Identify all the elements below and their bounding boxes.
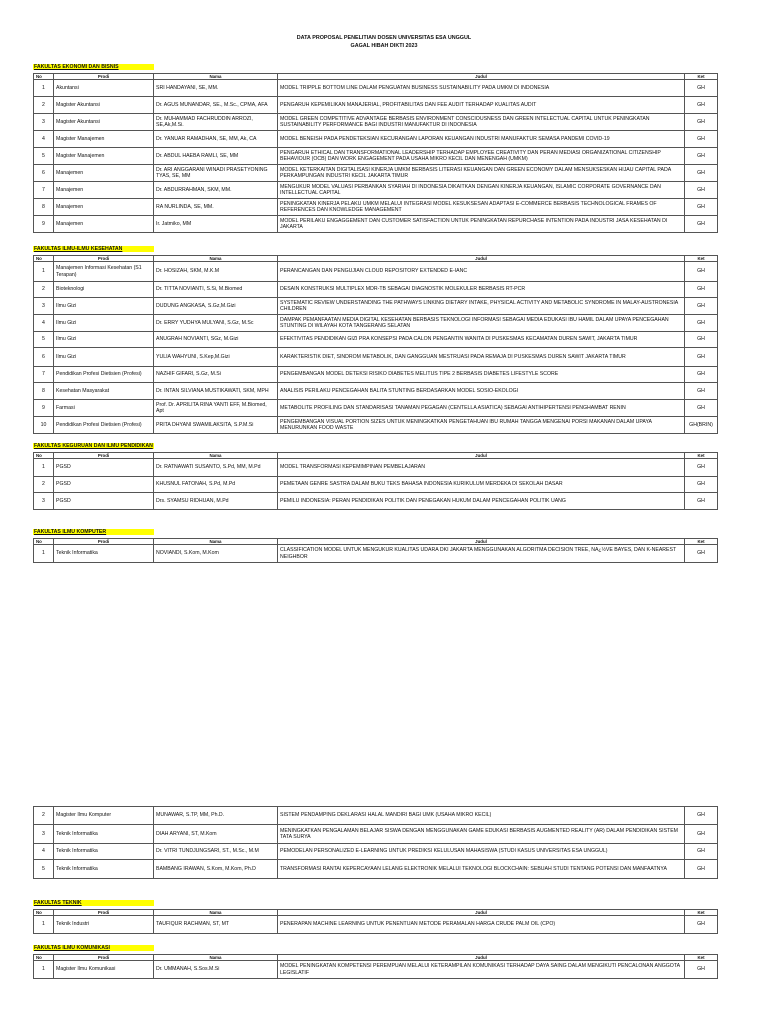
cell-judul: PENGARUH ETHICAL DAN TRANSFORMATIONAL LEADERSHIP TERHADAP EMPLOYEE CREATIVITY DAN PERAN MEDIASI ORGANIZATIONAL CITIZENSHIP BEHAVIOUR (OCB) DAN WORK ENGAGEMENT PADA USAHA MIKRO KECIL DAN MENENGAH (UMKM) xyxy=(278,148,685,165)
faculty-title: FAKULTAS EKONOMI DAN BISNIS xyxy=(33,64,154,70)
proposal-table xyxy=(33,806,718,879)
column-header-prodi: Prodi xyxy=(54,74,154,80)
cell-prodi: Teknik Industri xyxy=(54,916,154,934)
cell-no: 1 xyxy=(34,80,54,97)
column-header-judul: Judul xyxy=(278,74,685,80)
cell-prodi: Ilmu Gizi xyxy=(54,315,154,332)
cell-judul: PENERAPAN MACHINE LEARNING UNTUK PENENTUAN METODE PERAMALAN HARGA CRUDE PALM OIL (CPO) xyxy=(278,916,685,934)
cell-nama: MUNAWAR, S.TP, MM, Ph.D. xyxy=(154,807,278,825)
faculty-title: FAKULTAS KEGURUAN DAN ILMU PENDIDIKAN xyxy=(34,443,153,449)
cell-ket: GH xyxy=(685,97,718,114)
table-row xyxy=(34,459,718,477)
cell-prodi: Magister Manajemen xyxy=(54,148,154,165)
cell-prodi: Farmasi xyxy=(54,400,154,417)
column-header-prodi: Prodi xyxy=(54,256,154,262)
cell-prodi: Magister Ilmu Komputer xyxy=(54,807,154,825)
cell-ket: GH xyxy=(685,860,718,879)
cell-judul: KARAKTERISTIK DIET, SINDROM METABOLIK, DAN GANGGUAN MESTRUASI PADA REMAJA DI PUSKESMAS DUREN SAWIT JAKARTA TIMUR xyxy=(278,348,685,367)
table-row xyxy=(34,282,718,298)
table-row xyxy=(34,298,718,315)
cell-ket: GH xyxy=(685,298,718,315)
cell-prodi: Teknik Informatika xyxy=(54,860,154,879)
table-row xyxy=(34,216,718,233)
cell-judul: PERANCANGAN DAN PENGUJIAN CLOUD REPOSITORY EXTENDED E-IANC xyxy=(278,262,685,282)
column-header-nama: Nama xyxy=(154,910,278,916)
table-row xyxy=(34,545,718,563)
table-row xyxy=(34,97,718,114)
faculty-section xyxy=(33,891,717,934)
cell-prodi: Magister Ilmu Komunikasi xyxy=(54,961,154,979)
cell-nama: Dr. ABDUL HAEBA RAMLI, SE, MM xyxy=(154,148,278,165)
cell-judul: CLASSIFICATION MODEL UNTUK MENGUKUR KUALITAS UDARA DKI JAKARTA MENGGUNAKAN ALGORITMA DECISION TREE, NA¿½VE BAYES, DAN K-NEAREST NEIGHBOR xyxy=(278,545,685,563)
cell-judul: MODEL GREEN COMPETITIVE ADVANTAGE BERBASIS ENVIRONMENT CONSCIOUSNESS DAN GREEN INTELECTUAL CAPITAL UNTUK PENINGKATAN SUSTAINABILITY PERFORMANCE BAGI INDUSTRI MANUFAKTUR DI INDONESIA xyxy=(278,114,685,131)
cell-judul: MODEL TRANSFORMASI KEPEMIMPINAN PEMBELAJARAN xyxy=(278,459,685,477)
column-header-nama: Nama xyxy=(154,539,278,545)
document-title: DATA PROPOSAL PENELITIAN DOSEN UNIVERSITAS ESA UNGGUL xyxy=(296,35,472,41)
column-header-no: No xyxy=(34,539,54,545)
cell-judul: PENGEMBANGAN VISUAL PORTION SIZES UNTUK MENINGKATKAN PENGETAHUAN IBU RUMAH TANGGA MENGENAI PORSI MAKANAN DALAM UPAYA MENURUNKAN FOOD WASTE xyxy=(278,417,685,434)
cell-ket: GH xyxy=(685,80,718,97)
cell-no: 8 xyxy=(34,199,54,216)
column-header-no: No xyxy=(34,453,54,459)
cell-ket: GH xyxy=(685,961,718,979)
cell-judul: DAMPAK PEMANFAATAN MEDIA DIGITAL KESEHATAN BERBASIS TEKNOLOGI INFORMASI SEBAGAI MEDIA EDUKASI IBU HAMIL DALAM UPAYA PENCEGAHAN STUNTING DI WILAYAH KOTA TANGERANG SELATAN xyxy=(278,315,685,332)
table-row xyxy=(34,383,718,400)
cell-nama: Ir. Jatmiko, MM xyxy=(154,216,278,233)
cell-ket: GH xyxy=(685,114,718,131)
cell-ket: GH xyxy=(685,165,718,182)
table-row xyxy=(34,332,718,348)
cell-judul: MODEL PENINGKATAN KOMPETENSI PEREMPUAN MELALUI KETERAMPILAN KOMUNIKASI TERHADAP DAYA SAING DALAM MENGIKUTI PENCALONAN ANGGOTA LEGISLATIF xyxy=(278,961,685,979)
cell-nama: Dr. INTAN SILVIANA MUSTIKAWATI, SKM, MPH xyxy=(154,383,278,400)
cell-no: 5 xyxy=(34,332,54,348)
faculty-title: FAKULTAS ILMU-ILMU KESEHATAN xyxy=(33,246,154,252)
cell-prodi: Manajemen xyxy=(54,182,154,199)
table-row xyxy=(34,417,718,434)
cell-ket: GH xyxy=(685,367,718,383)
cell-prodi: Pendidikan Profesi Dietisien (Profesi) xyxy=(54,417,154,434)
cell-ket: GH xyxy=(685,332,718,348)
cell-prodi: Magister Akuntansi xyxy=(54,97,154,114)
cell-prodi: Teknik Informatika xyxy=(54,545,154,563)
column-header-ket: Ket xyxy=(685,955,718,961)
cell-judul: METABOLITE PROFILING DAN STANDARISASI TANAMAN PEGAGAN (CENTELLA ASIATICA) SEBAGAI ANTIHIPERTENSI PENGHAMBAT RENIN xyxy=(278,400,685,417)
faculty-section xyxy=(33,237,717,434)
cell-nama: Dr. HOSIZAH, SKM, M.K.M xyxy=(154,262,278,282)
cell-ket: GH xyxy=(685,545,718,563)
proposal-table xyxy=(33,909,718,934)
cell-no: 4 xyxy=(34,844,54,860)
column-header-judul: Judul xyxy=(278,453,685,459)
cell-no: 9 xyxy=(34,216,54,233)
cell-judul: MODEL TRIPPLE BOTTOM LINE DALAM PENGUATAN BUSINESS SUSTAINABILITY PADA UMKM DI INDONESIA xyxy=(278,80,685,97)
table-row xyxy=(34,114,718,131)
table-row xyxy=(34,348,718,367)
cell-prodi: Pendidikan Profesi Dietisien (Profesi) xyxy=(54,367,154,383)
column-header-ket: Ket xyxy=(685,256,718,262)
column-header-no: No xyxy=(34,955,54,961)
proposal-table xyxy=(33,452,718,510)
cell-no: 1 xyxy=(34,545,54,563)
column-header-nama: Nama xyxy=(154,955,278,961)
table-row xyxy=(34,131,718,148)
cell-ket: GH xyxy=(685,383,718,400)
cell-no: 3 xyxy=(34,114,54,131)
cell-prodi: Ilmu Gizi xyxy=(54,332,154,348)
column-header-no: No xyxy=(34,256,54,262)
table-row xyxy=(34,262,718,282)
table-row xyxy=(34,825,718,844)
cell-no: 1 xyxy=(34,961,54,979)
column-header-judul: Judul xyxy=(278,256,685,262)
cell-nama: Dr. TITTA NOVIANTI, S.Si, M.Biomed xyxy=(154,282,278,298)
cell-no: 2 xyxy=(34,477,54,493)
table-row xyxy=(34,80,718,97)
table-row xyxy=(34,400,718,417)
cell-judul: MENGUKUR MODEL VALUASI PERBANKAN SYARIAH DI INDONESIA DIKAITKAN DENGAN KINERJA KEUANGAN, ISLAMIC CORPORATE GOVERNANCE DAN INTELLECTUAL CAPITAL xyxy=(278,182,685,199)
faculty-title: FAKULTAS TEKNIK xyxy=(33,900,154,906)
cell-nama: Dr. ARI ANGGARANI WINADI PRASETYONING TYAS, SE, MM xyxy=(154,165,278,182)
cell-no: 7 xyxy=(34,182,54,199)
column-header-no: No xyxy=(34,910,54,916)
cell-judul: SISTEM PENDAMPING DEKLARASI HALAL MANDIRI BAGI UMK (USAHA MIKRO KECIL) xyxy=(278,807,685,825)
column-header-nama: Nama xyxy=(154,256,278,262)
faculty-section xyxy=(33,936,717,979)
cell-ket: GH xyxy=(685,493,718,510)
faculty-title: FAKULTAS ILMU KOMUNIKASI xyxy=(33,945,154,951)
table-row xyxy=(34,916,718,934)
cell-no: 10 xyxy=(34,417,54,434)
cell-ket: GH xyxy=(685,282,718,298)
cell-prodi: Teknik Informatika xyxy=(54,825,154,844)
cell-nama: Dr. YANUAR RAMADHAN, SE, MM, Ak, CA xyxy=(154,131,278,148)
cell-ket: GH xyxy=(685,400,718,417)
column-header-ket: Ket xyxy=(685,539,718,545)
table-row xyxy=(34,182,718,199)
cell-nama: KHUSNUL FATONAH, S.Pd, M.Pd xyxy=(154,477,278,493)
cell-ket: GH xyxy=(685,844,718,860)
cell-no: 5 xyxy=(34,860,54,879)
cell-judul: MENINGKATKAN PENGALAMAN BELAJAR SISWA DENGAN MENGGUNAKAN GAME EDUKASI BERBASIS AUGMENTED REALITY (AR) DALAM PENDIDIKAN SISTEM TATA SURYA xyxy=(278,825,685,844)
cell-prodi: Bioteknologi xyxy=(54,282,154,298)
cell-ket: GH xyxy=(685,199,718,216)
column-header-nama: Nama xyxy=(154,74,278,80)
table-row xyxy=(34,148,718,165)
cell-ket: GH xyxy=(685,148,718,165)
cell-ket: GH xyxy=(685,825,718,844)
column-header-prodi: Prodi xyxy=(54,910,154,916)
table-row xyxy=(34,165,718,182)
cell-judul: EFEKTIVITAS PENDIDIKAN GIZI PRA KONSEPSI PADA CALON PENGANTIN WANITA DI PUSKESMAS KECAMATAN DUREN SAWIT, JAKARTA TIMUR xyxy=(278,332,685,348)
cell-nama: Dr. AGUS MUNANDAR, SE., M.Sc., CPMA, AFA xyxy=(154,97,278,114)
cell-prodi: Akuntansi xyxy=(54,80,154,97)
proposal-table xyxy=(33,538,718,563)
cell-judul: MODEL KETERKAITAN DIGITALISASI KINERJA UMKM BERBASIS LITERASI KEUANGAN DAN GREEN ECONOMY DALAM MENSUKSESKAN HIJAU CAPITAL PADA PERKAMPUNGAN INDUSTRI KECIL JAKARTA TIMUR xyxy=(278,165,685,182)
column-header-nama: Nama xyxy=(154,453,278,459)
faculty-title: FAKULTAS ILMU KOMPUTER xyxy=(33,529,154,535)
table-row xyxy=(34,477,718,493)
cell-nama: RA NURLINDA, SE, MM. xyxy=(154,199,278,216)
column-header-judul: Judul xyxy=(278,539,685,545)
cell-nama: ANUGRAH NOVIANTI, SGz, M.Gizi xyxy=(154,332,278,348)
cell-no: 8 xyxy=(34,383,54,400)
cell-nama: DIAH ARYANI, ST, M.Kom xyxy=(154,825,278,844)
cell-prodi: Ilmu Gizi xyxy=(54,348,154,367)
column-header-judul: Judul xyxy=(278,910,685,916)
cell-judul: TRANSFORMASI RANTAI KEPERCAYAAN LELANG ELEKTRONIK MELALUI TEKNOLOGI BLOCKCHAIN: SEBUAH STUDI TENTANG POTENSI DAN MANFAATNYA xyxy=(278,860,685,879)
table-row xyxy=(34,493,718,510)
cell-nama: BAMBANG IRAWAN, S.Kom, M.Kom, Ph.D xyxy=(154,860,278,879)
cell-ket: GH xyxy=(685,131,718,148)
column-header-prodi: Prodi xyxy=(54,453,154,459)
cell-judul: MODEL PERILAKU ENGAGGEMENT DAN CUSTOMER SATISFACTION UNTUK PENINGKATAN REPURCHASE INTENTION PADA INDUSTRI JASA KESEHATAN DI JAKARTA xyxy=(278,216,685,233)
cell-prodi: Manajemen xyxy=(54,199,154,216)
column-header-judul: Judul xyxy=(278,955,685,961)
cell-ket: GH xyxy=(685,477,718,493)
cell-nama: Dr. UMMANAH, S.Sos.M.Si xyxy=(154,961,278,979)
faculty-section xyxy=(33,806,717,879)
cell-prodi: PGSD xyxy=(54,477,154,493)
cell-judul: PENGARUH KEPEMILIKAN MANAJERIAL, PROFITABILITAS DAN FEE AUDIT TERHADAP KUALITAS AUDIT xyxy=(278,97,685,114)
cell-prodi: Magister Manajemen xyxy=(54,131,154,148)
cell-nama: DUDUNG ANGKASA, S.Gz,M.Gizi xyxy=(154,298,278,315)
cell-no: 2 xyxy=(34,282,54,298)
cell-nama: Dr. MUHAMMAD FACHRUDDIN ARROZI, SE,Ak,M.Si. xyxy=(154,114,278,131)
cell-nama: PRITA DHYANI SWAMILAKSITA, S.P.M.Si xyxy=(154,417,278,434)
cell-no: 1 xyxy=(34,916,54,934)
cell-no: 7 xyxy=(34,367,54,383)
cell-no: 9 xyxy=(34,400,54,417)
cell-judul: MODEL BENEISH PADA PENDETEKSIAN KECURANGAN LAPORAN KEUANGAN INDUSTRI MANUFAKTUR SEMASA PANDEMI COVID-19 xyxy=(278,131,685,148)
cell-nama: Dr. ERRY YUDHYA MULYANI, S.Gz, M.Sc xyxy=(154,315,278,332)
document-subtitle: GAGAL HIBAH DIKTI 2023 xyxy=(350,43,418,49)
cell-judul: PENGEMBANGAN MODEL DETEKSI RISIKO DIABETES MELITUS TIPE 2 BERBASIS DIABETES LIFESTYLE SCORE xyxy=(278,367,685,383)
cell-nama: Dr. ABDURRAHMAN, SKM, MM. xyxy=(154,182,278,199)
cell-prodi: Manajemen xyxy=(54,216,154,233)
cell-no: 6 xyxy=(34,165,54,182)
cell-judul: ANALISIS PERILAKU PENCEGAHAN BALITA STUNTING BERDASARKAN MODEL SOSIO-EKOLOGI xyxy=(278,383,685,400)
cell-judul: SYSTEMATIC REVIEW UNDERSTANDING THE PATHWAYS LINKING DIETARY INTAKE, PHYSICAL ACTIVITY AND METABOLIC SYNDROME IN MALAY-AUSTRONESIA CHILDREN xyxy=(278,298,685,315)
cell-nama: Dr. RATNAWATI SUSANTO, S.Pd, MM, M.Pd xyxy=(154,459,278,477)
cell-no: 2 xyxy=(34,807,54,825)
column-header-ket: Ket xyxy=(685,453,718,459)
cell-no: 3 xyxy=(34,298,54,315)
cell-ket: GH xyxy=(685,262,718,282)
faculty-section xyxy=(33,434,717,510)
cell-prodi: Ilmu Gizi xyxy=(54,298,154,315)
column-header-prodi: Prodi xyxy=(54,539,154,545)
table-row xyxy=(34,844,718,860)
cell-prodi: Manajemen Informasi Kesehatan (S1 Terapan) xyxy=(54,262,154,282)
cell-ket: GH xyxy=(685,182,718,199)
cell-judul: PENINGKATAN KINERJA PELAKU UMKM MELALUI INTEGRASI MODEL KESUKSESAN ADAPTASI E-COMMERCE BERBASIS TECHNOLOGICAL FRAMES OF REFERENCES DAN KNOWLEDGE MANAGEMENT xyxy=(278,199,685,216)
cell-prodi: Kesehatan Masyarakat xyxy=(54,383,154,400)
cell-nama: SRI HANDAYANI, SE, MM. xyxy=(154,80,278,97)
cell-judul: PEMILU INDONESIA: PERAN PENDIDIKAN POLITIK DAN PENEGAKAN HUKUM DALAM PENCEGAHAN POLITIK UANG xyxy=(278,493,685,510)
cell-no: 6 xyxy=(34,348,54,367)
proposal-table xyxy=(33,73,718,233)
cell-ket: GH xyxy=(685,315,718,332)
cell-nama: NAZHIF GIFARI, S.Gz, M.Si xyxy=(154,367,278,383)
cell-no: 1 xyxy=(34,459,54,477)
column-header-no: No xyxy=(34,74,54,80)
faculty-section xyxy=(33,55,717,233)
cell-ket: GH xyxy=(685,216,718,233)
cell-nama: NOVIANDI, S.Kom, M.Kom xyxy=(154,545,278,563)
table-row xyxy=(34,807,718,825)
column-header-prodi: Prodi xyxy=(54,955,154,961)
cell-judul: PEMETAAN GENRE SASTRA DALAM BUKU TEKS BAHASA INDONESIA KURIKULUM MERDEKA DI SEKOLAH DASAR xyxy=(278,477,685,493)
cell-judul: PEMODELAN PERSONALIZED E-LEARNING UNTUK PREDIKSI KELULUSAN MAHASISWA (STUDI KASUS UNIVERSITAS ESA UNGGUL) xyxy=(278,844,685,860)
cell-ket: GH xyxy=(685,459,718,477)
cell-ket: GH xyxy=(685,916,718,934)
cell-prodi: Magister Akuntansi xyxy=(54,114,154,131)
cell-nama: TAUFIQUR RACHMAN, ST, MT xyxy=(154,916,278,934)
table-row xyxy=(34,860,718,879)
cell-prodi: PGSD xyxy=(54,459,154,477)
table-row xyxy=(34,961,718,979)
faculty-section xyxy=(33,520,717,563)
proposal-table xyxy=(33,255,718,434)
cell-prodi: Manajemen xyxy=(54,165,154,182)
cell-no: 3 xyxy=(34,825,54,844)
page-header xyxy=(0,34,768,50)
cell-no: 1 xyxy=(34,262,54,282)
cell-no: 4 xyxy=(34,131,54,148)
cell-no: 3 xyxy=(34,493,54,510)
cell-ket: GH xyxy=(685,348,718,367)
cell-no: 2 xyxy=(34,97,54,114)
cell-no: 5 xyxy=(34,148,54,165)
proposal-table xyxy=(33,954,718,979)
table-row xyxy=(34,315,718,332)
cell-nama: Dr. VITRI TUNDJUNGSARI, ST., M.Sc., M.M xyxy=(154,844,278,860)
cell-nama: Prof. Dr. APRILITA RINA YANTI EFF, M.Biomed, Apt xyxy=(154,400,278,417)
cell-prodi: Teknik Informatika xyxy=(54,844,154,860)
cell-nama: Drs. SYAMSU RIDHUAN, M.Pd xyxy=(154,493,278,510)
cell-no: 4 xyxy=(34,315,54,332)
cell-ket: GH xyxy=(685,807,718,825)
cell-nama: YULIA WAHYUNI, S.Kep,M.Gizi xyxy=(154,348,278,367)
cell-judul: DESAIN KONSTRUKSI MULTIPLEX MDR-TB SEBAGAI DIAGNOSTIK MOLEKULER BERBASIS RT-PCR xyxy=(278,282,685,298)
column-header-ket: Ket xyxy=(685,910,718,916)
cell-ket: GH(BRIN) xyxy=(685,417,718,434)
table-row xyxy=(34,199,718,216)
column-header-ket: Ket xyxy=(685,74,718,80)
table-row xyxy=(34,367,718,383)
cell-prodi: PGSD xyxy=(54,493,154,510)
